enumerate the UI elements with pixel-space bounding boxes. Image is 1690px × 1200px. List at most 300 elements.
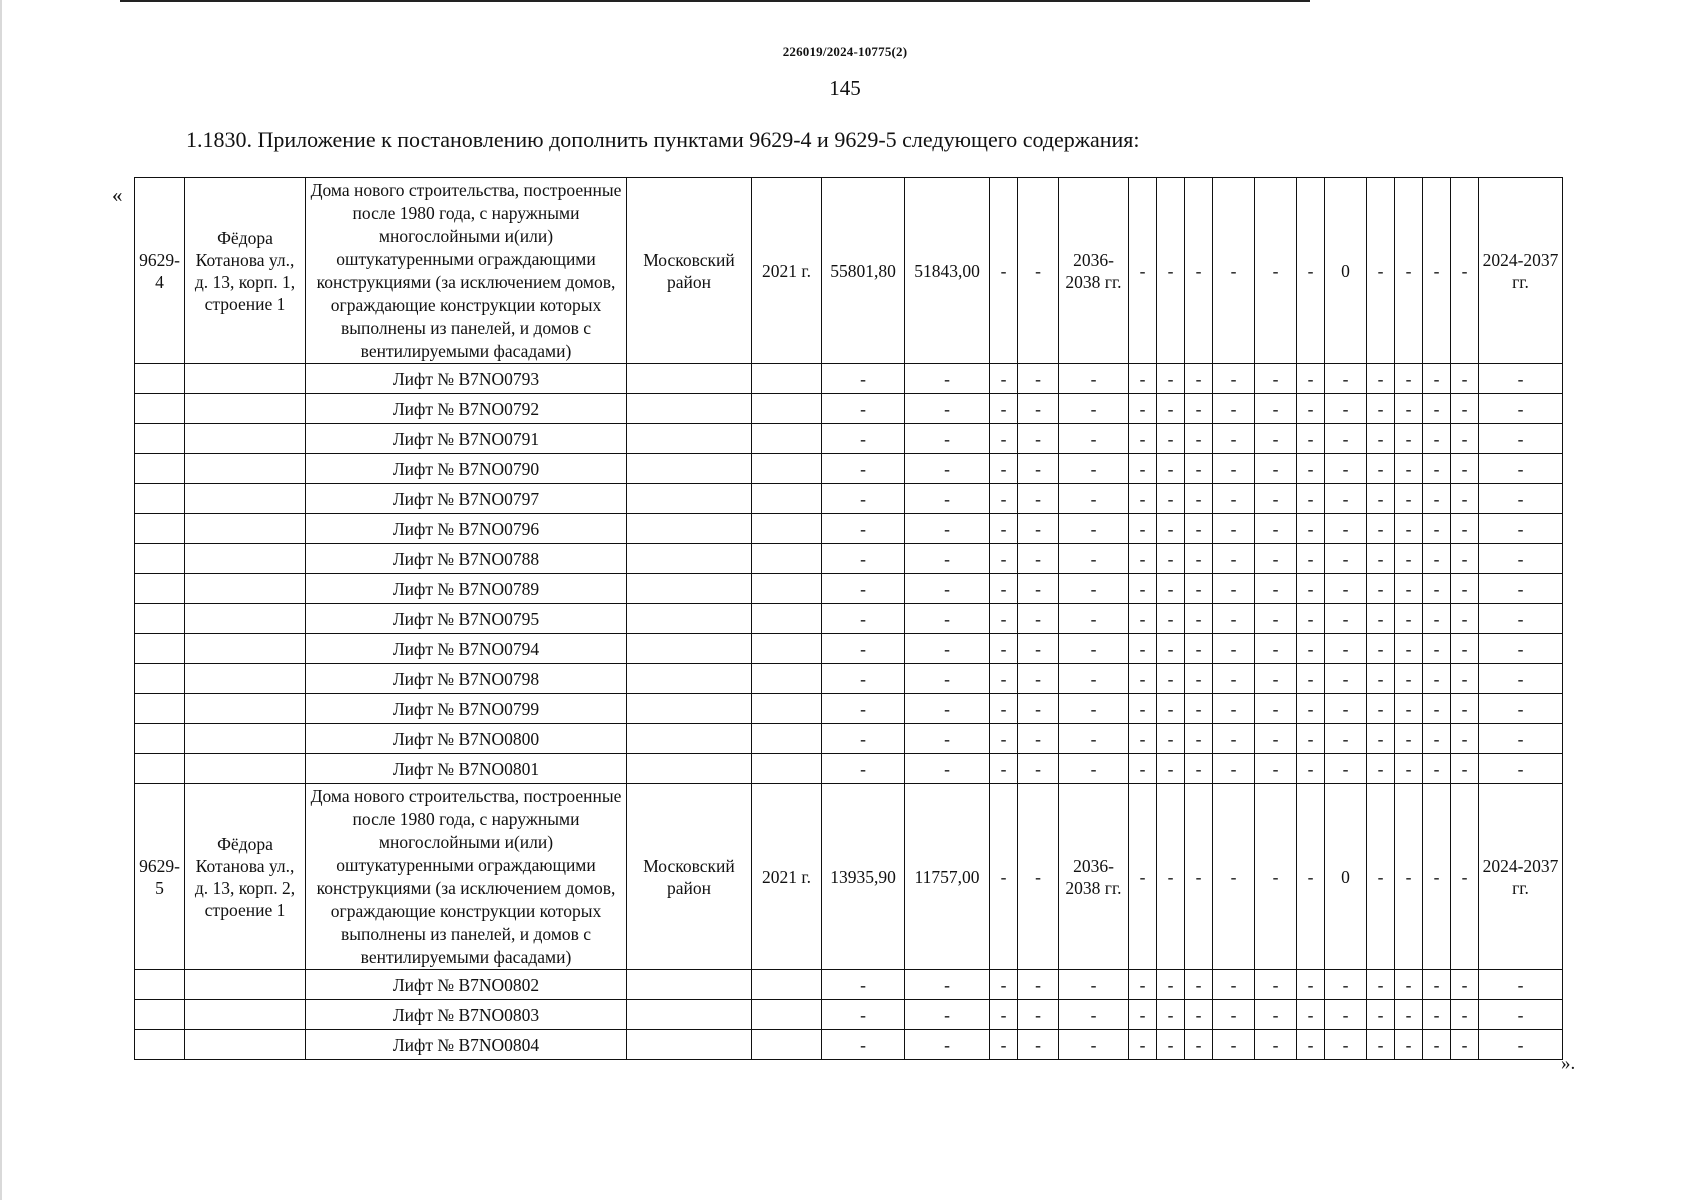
empty-value: - <box>1129 394 1157 424</box>
empty-value: - <box>1213 970 1255 1000</box>
empty-value: - <box>1297 664 1325 694</box>
lift-row <box>135 694 1563 724</box>
empty-value: - <box>1255 970 1297 1000</box>
empty-value: - <box>990 694 1018 724</box>
lift-name: Лифт № B7NO0796 <box>306 514 627 544</box>
empty-value: - <box>822 574 905 604</box>
empty-value: - <box>1325 1030 1367 1060</box>
empty-value: - <box>1367 970 1395 1000</box>
empty-cell <box>627 1000 752 1030</box>
empty-value: - <box>905 394 990 424</box>
plan-period: 2024-2037 гг. <box>1479 784 1563 970</box>
empty-value: - <box>1423 1000 1451 1030</box>
empty-value: - <box>822 604 905 634</box>
empty-value: - <box>822 424 905 454</box>
empty-value: - <box>1325 394 1367 424</box>
empty-value: - <box>1185 1000 1213 1030</box>
empty-value: - <box>1451 1030 1479 1060</box>
empty-value: - <box>1325 604 1367 634</box>
empty-cell <box>752 574 822 604</box>
empty-value: - <box>822 394 905 424</box>
empty-value: - <box>1451 694 1479 724</box>
empty-value: - <box>1367 604 1395 634</box>
empty-value: - <box>1479 364 1563 394</box>
empty-cell <box>135 574 185 604</box>
lift-row <box>135 754 1563 784</box>
empty-value: - <box>1297 1030 1325 1060</box>
empty-value: - <box>1451 178 1479 364</box>
empty-value: - <box>990 178 1018 364</box>
empty-cell <box>135 424 185 454</box>
empty-value: - <box>1059 424 1129 454</box>
empty-value: - <box>1423 754 1451 784</box>
empty-cell <box>627 424 752 454</box>
empty-cell <box>627 514 752 544</box>
empty-cell <box>752 634 822 664</box>
empty-cell <box>185 514 306 544</box>
lift-row <box>135 574 1563 604</box>
empty-value: - <box>1129 544 1157 574</box>
empty-value: - <box>1479 424 1563 454</box>
empty-cell <box>185 424 306 454</box>
lift-name: Лифт № B7NO0800 <box>306 724 627 754</box>
empty-value: - <box>1479 544 1563 574</box>
lift-row <box>135 484 1563 514</box>
empty-cell <box>627 634 752 664</box>
empty-value: - <box>1157 364 1185 394</box>
empty-value: - <box>1059 754 1129 784</box>
lift-row <box>135 1000 1563 1030</box>
empty-cell <box>185 634 306 664</box>
empty-value: - <box>1129 1030 1157 1060</box>
empty-value: - <box>822 1000 905 1030</box>
empty-value: - <box>1395 754 1423 784</box>
empty-cell <box>752 1030 822 1060</box>
empty-value: - <box>1367 394 1395 424</box>
empty-value: - <box>1018 484 1059 514</box>
empty-value: - <box>905 970 990 1000</box>
empty-value: - <box>1157 514 1185 544</box>
lift-row <box>135 634 1563 664</box>
empty-value: - <box>1018 514 1059 544</box>
empty-value: - <box>1157 1000 1185 1030</box>
empty-value: - <box>1325 574 1367 604</box>
lift-name: Лифт № B7NO0792 <box>306 394 627 424</box>
empty-value: - <box>1325 754 1367 784</box>
empty-value: - <box>822 544 905 574</box>
empty-value: - <box>1451 724 1479 754</box>
empty-value: - <box>1255 484 1297 514</box>
empty-value: - <box>1423 784 1451 970</box>
empty-value: - <box>990 424 1018 454</box>
empty-value: - <box>1213 544 1255 574</box>
empty-value: - <box>1129 604 1157 634</box>
empty-value: - <box>1395 724 1423 754</box>
empty-value: - <box>1395 784 1423 970</box>
empty-value: - <box>1255 784 1297 970</box>
closing-quote: ». <box>1561 1053 1576 1074</box>
empty-value: - <box>1185 514 1213 544</box>
empty-value: - <box>1395 454 1423 484</box>
scan-left-edge <box>0 0 2 1200</box>
district: Московский район <box>627 178 752 364</box>
empty-value: - <box>1129 364 1157 394</box>
lift-row <box>135 970 1563 1000</box>
empty-value: - <box>1018 454 1059 484</box>
empty-cell <box>185 394 306 424</box>
lift-name: Лифт № B7NO0788 <box>306 544 627 574</box>
empty-cell <box>627 724 752 754</box>
district: Московский район <box>627 784 752 970</box>
total-area: 13935,90 <box>822 784 905 970</box>
empty-value: - <box>822 754 905 784</box>
empty-value: - <box>1059 970 1129 1000</box>
empty-value: - <box>1395 1030 1423 1060</box>
empty-value: - <box>905 574 990 604</box>
empty-value: - <box>1185 394 1213 424</box>
empty-value: - <box>1255 634 1297 664</box>
empty-value: - <box>1185 178 1213 364</box>
empty-value: - <box>1129 724 1157 754</box>
empty-value: - <box>1479 634 1563 664</box>
empty-value: - <box>1325 364 1367 394</box>
empty-value: - <box>1367 544 1395 574</box>
empty-value: - <box>1059 1000 1129 1030</box>
empty-value: - <box>1185 784 1213 970</box>
empty-value: - <box>990 514 1018 544</box>
empty-value: - <box>1059 514 1129 544</box>
empty-value: - <box>1451 424 1479 454</box>
empty-value: - <box>1297 634 1325 664</box>
lift-row <box>135 364 1563 394</box>
empty-value: - <box>1059 694 1129 724</box>
empty-value: - <box>1423 970 1451 1000</box>
empty-value: - <box>1423 514 1451 544</box>
empty-value: - <box>1018 1000 1059 1030</box>
empty-cell <box>135 664 185 694</box>
lift-name: Лифт № B7NO0801 <box>306 754 627 784</box>
empty-value: - <box>1297 454 1325 484</box>
empty-value: - <box>1423 1030 1451 1060</box>
empty-value: - <box>1367 514 1395 544</box>
empty-value: - <box>1213 178 1255 364</box>
empty-value: - <box>905 754 990 784</box>
lift-row <box>135 394 1563 424</box>
empty-cell <box>627 970 752 1000</box>
total-area: 55801,80 <box>822 178 905 364</box>
empty-value: - <box>1185 724 1213 754</box>
empty-value: - <box>1129 514 1157 544</box>
empty-cell <box>627 754 752 784</box>
register-table <box>134 177 1563 1060</box>
page-number: 145 <box>829 76 861 100</box>
empty-value: - <box>990 664 1018 694</box>
empty-value: - <box>1018 754 1059 784</box>
empty-cell <box>752 694 822 724</box>
empty-value: - <box>1325 634 1367 664</box>
empty-value: - <box>1255 1000 1297 1030</box>
empty-cell <box>185 364 306 394</box>
empty-value: - <box>1185 574 1213 604</box>
empty-value: - <box>1185 604 1213 634</box>
lift-row <box>135 424 1563 454</box>
lift-row <box>135 664 1563 694</box>
empty-value: - <box>1423 424 1451 454</box>
empty-cell <box>135 724 185 754</box>
empty-value: - <box>1367 634 1395 664</box>
empty-value: - <box>1325 454 1367 484</box>
empty-value: - <box>905 634 990 664</box>
empty-value: - <box>1185 634 1213 664</box>
empty-value: - <box>1157 424 1185 454</box>
empty-value: - <box>1395 970 1423 1000</box>
plan-period: 2024-2037 гг. <box>1479 178 1563 364</box>
lift-name: Лифт № B7NO0803 <box>306 1000 627 1030</box>
empty-value: - <box>1479 394 1563 424</box>
empty-cell <box>752 514 822 544</box>
empty-value: - <box>1255 1030 1297 1060</box>
empty-value: - <box>1423 544 1451 574</box>
empty-value: - <box>1018 970 1059 1000</box>
empty-value: - <box>1367 694 1395 724</box>
empty-cell <box>752 424 822 454</box>
empty-cell <box>627 484 752 514</box>
zero-value: 0 <box>1325 178 1367 364</box>
empty-value: - <box>1451 574 1479 604</box>
empty-value: - <box>1059 1030 1129 1060</box>
empty-value: - <box>1255 724 1297 754</box>
empty-value: - <box>1129 1000 1157 1030</box>
record-row <box>135 784 1563 970</box>
empty-value: - <box>905 364 990 394</box>
empty-value: - <box>1451 970 1479 1000</box>
empty-value: - <box>905 1000 990 1030</box>
empty-value: - <box>1451 1000 1479 1030</box>
empty-value: - <box>1059 484 1129 514</box>
record-address: Фёдора Котанова ул., д. 13, корп. 2, строение 1 <box>185 784 306 970</box>
empty-value: - <box>1255 454 1297 484</box>
empty-value: - <box>1451 784 1479 970</box>
empty-value: - <box>1297 424 1325 454</box>
empty-cell <box>627 664 752 694</box>
empty-value: - <box>1479 574 1563 604</box>
empty-cell <box>135 394 185 424</box>
empty-value: - <box>1185 694 1213 724</box>
empty-cell <box>752 604 822 634</box>
lift-row <box>135 724 1563 754</box>
empty-value: - <box>1423 394 1451 424</box>
empty-value: - <box>1059 454 1129 484</box>
empty-cell <box>627 454 752 484</box>
empty-value: - <box>1185 484 1213 514</box>
empty-value: - <box>1185 970 1213 1000</box>
empty-value: - <box>1297 514 1325 544</box>
empty-cell <box>185 970 306 1000</box>
empty-value: - <box>990 574 1018 604</box>
empty-value: - <box>1255 694 1297 724</box>
empty-value: - <box>1479 514 1563 544</box>
empty-value: - <box>1325 424 1367 454</box>
empty-value: - <box>1325 544 1367 574</box>
empty-value: - <box>1059 574 1129 604</box>
empty-value: - <box>1395 484 1423 514</box>
empty-value: - <box>1367 484 1395 514</box>
empty-value: - <box>1367 664 1395 694</box>
empty-value: - <box>990 970 1018 1000</box>
record-address: Фёдора Котанова ул., д. 13, корп. 1, строение 1 <box>185 178 306 364</box>
empty-value: - <box>1018 574 1059 604</box>
empty-value: - <box>1395 514 1423 544</box>
empty-value: - <box>1129 664 1157 694</box>
empty-value: - <box>1255 754 1297 784</box>
empty-value: - <box>1297 754 1325 784</box>
empty-value: - <box>1018 694 1059 724</box>
empty-value: - <box>1213 1030 1255 1060</box>
empty-cell <box>135 544 185 574</box>
empty-cell <box>185 664 306 694</box>
empty-value: - <box>1367 1000 1395 1030</box>
empty-value: - <box>1297 970 1325 1000</box>
empty-value: - <box>1479 694 1563 724</box>
empty-value: - <box>1185 664 1213 694</box>
empty-value: - <box>1185 454 1213 484</box>
lift-row <box>135 604 1563 634</box>
empty-value: - <box>1213 514 1255 544</box>
empty-cell <box>752 754 822 784</box>
empty-value: - <box>822 694 905 724</box>
record-number: 9629-5 <box>135 784 185 970</box>
empty-value: - <box>1059 604 1129 634</box>
repair-period: 2036-2038 гг. <box>1059 784 1129 970</box>
empty-value: - <box>1157 724 1185 754</box>
empty-value: - <box>1185 424 1213 454</box>
empty-cell <box>135 484 185 514</box>
empty-value: - <box>822 454 905 484</box>
empty-value: - <box>1157 634 1185 664</box>
empty-cell <box>185 754 306 784</box>
empty-value: - <box>1185 754 1213 784</box>
empty-value: - <box>1157 454 1185 484</box>
empty-cell <box>627 574 752 604</box>
empty-value: - <box>1367 784 1395 970</box>
empty-value: - <box>1059 544 1129 574</box>
empty-value: - <box>990 544 1018 574</box>
empty-value: - <box>1479 970 1563 1000</box>
empty-value: - <box>1451 754 1479 784</box>
empty-value: - <box>1059 664 1129 694</box>
empty-cell <box>185 484 306 514</box>
empty-value: - <box>1213 724 1255 754</box>
lift-name: Лифт № B7NO0795 <box>306 604 627 634</box>
empty-value: - <box>822 364 905 394</box>
empty-value: - <box>1367 364 1395 394</box>
empty-value: - <box>822 970 905 1000</box>
empty-value: - <box>1018 664 1059 694</box>
empty-value: - <box>905 514 990 544</box>
empty-value: - <box>1213 754 1255 784</box>
empty-cell <box>627 364 752 394</box>
empty-value: - <box>1018 424 1059 454</box>
empty-value: - <box>1018 394 1059 424</box>
empty-value: - <box>1255 544 1297 574</box>
empty-value: - <box>1479 724 1563 754</box>
empty-value: - <box>1423 694 1451 724</box>
lift-name: Лифт № B7NO0789 <box>306 574 627 604</box>
empty-value: - <box>1018 724 1059 754</box>
empty-value: - <box>990 364 1018 394</box>
empty-value: - <box>1059 394 1129 424</box>
empty-value: - <box>1395 694 1423 724</box>
empty-value: - <box>990 634 1018 664</box>
empty-value: - <box>905 604 990 634</box>
empty-cell <box>627 1030 752 1060</box>
empty-value: - <box>1297 484 1325 514</box>
empty-value: - <box>990 604 1018 634</box>
empty-cell <box>185 544 306 574</box>
empty-value: - <box>1157 664 1185 694</box>
empty-value: - <box>1367 178 1395 364</box>
empty-value: - <box>1213 364 1255 394</box>
empty-cell <box>185 454 306 484</box>
living-area: 11757,00 <box>905 784 990 970</box>
empty-value: - <box>905 544 990 574</box>
empty-value: - <box>1325 1000 1367 1030</box>
empty-value: - <box>1297 364 1325 394</box>
empty-cell <box>135 604 185 634</box>
empty-value: - <box>1157 574 1185 604</box>
record-row <box>135 178 1563 364</box>
empty-value: - <box>1255 424 1297 454</box>
empty-value: - <box>1157 1030 1185 1060</box>
empty-value: - <box>1395 574 1423 604</box>
empty-value: - <box>1255 394 1297 424</box>
empty-value: - <box>822 484 905 514</box>
lift-row <box>135 514 1563 544</box>
empty-value: - <box>1059 634 1129 664</box>
empty-cell <box>752 664 822 694</box>
empty-value: - <box>1185 1030 1213 1060</box>
empty-value: - <box>990 784 1018 970</box>
empty-value: - <box>1157 754 1185 784</box>
empty-cell <box>185 604 306 634</box>
empty-value: - <box>1213 634 1255 664</box>
empty-value: - <box>1185 364 1213 394</box>
empty-value: - <box>1367 454 1395 484</box>
empty-value: - <box>1423 178 1451 364</box>
lift-name: Лифт № B7NO0802 <box>306 970 627 1000</box>
lift-row <box>135 1030 1563 1060</box>
empty-value: - <box>1018 634 1059 664</box>
empty-value: - <box>1395 1000 1423 1030</box>
empty-value: - <box>822 1030 905 1060</box>
empty-cell <box>185 1030 306 1060</box>
empty-value: - <box>822 514 905 544</box>
empty-value: - <box>1423 454 1451 484</box>
empty-value: - <box>1297 544 1325 574</box>
empty-value: - <box>1297 724 1325 754</box>
empty-value: - <box>1423 364 1451 394</box>
empty-value: - <box>1451 454 1479 484</box>
empty-value: - <box>905 724 990 754</box>
empty-cell <box>752 1000 822 1030</box>
empty-value: - <box>1129 634 1157 664</box>
empty-cell <box>185 724 306 754</box>
empty-value: - <box>905 424 990 454</box>
empty-value: - <box>1451 634 1479 664</box>
document-heading: 1.1830. Приложение к постановлению дополнить пунктами 9629-4 и 9629-5 следующего содержания: <box>186 127 1140 152</box>
lift-name: Лифт № B7NO0791 <box>306 424 627 454</box>
empty-value: - <box>1213 604 1255 634</box>
